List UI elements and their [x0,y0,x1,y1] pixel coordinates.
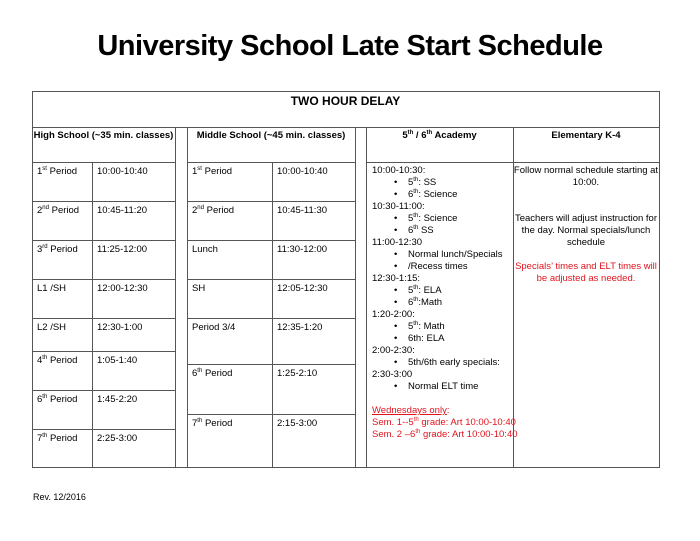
row-divider [32,429,176,430]
row-divider [32,318,176,319]
academy-schedule [372,165,518,441]
hs-row-time: 2:25-3:00 [97,433,138,444]
ms-row-time: 1:25-2:10 [277,368,318,379]
ms-row-time: 11:30-12:00 [277,244,328,255]
academy-subject: • /Recess times [394,261,518,273]
academy-subject-list [372,285,518,309]
academy-time-block: 10:30-11:00: [372,201,425,212]
ms-row-label [192,322,235,334]
period-number: 3 [37,244,43,255]
header-middle-school: Middle School (~45 min. classes) [196,130,346,141]
academy-subject: • 6th SS [394,225,518,237]
period-name: Period [202,368,233,379]
elementary-line: the day. Normal specials/lunch [521,225,651,236]
ms-row-time: 12:35-1:20 [277,322,323,333]
period-number: 2 [192,205,198,216]
academy-subject: • 5th/6th early specials: [394,357,518,369]
semester-1-note: Sem. 1--5th grade: Art 10:00-10:40 [372,416,516,428]
table-border [366,127,367,467]
academy-time-block: 2:00-2:30: [372,345,415,356]
ms-row-time: 2:15-3:00 [277,418,318,429]
ordinal-suffix: th [42,432,48,439]
header-elementary: Elementary K-4 [551,130,621,141]
ordinal-suffix: th [42,354,48,361]
ordinal-suffix: nd [197,204,204,211]
academy-subject-list [372,357,518,369]
hs-row-time: 12:30-1:00 [97,322,143,333]
ms-row-label [192,418,232,430]
ms-row-time: 10:00-10:40 [277,166,328,177]
ms-row-label [192,244,218,256]
ordinal-suffix: rd [42,243,48,250]
hs-row-time: 10:45-11:20 [97,205,148,216]
hs-row-label [37,205,79,217]
ordinal-suffix: th [197,417,203,424]
elementary-line: 10:00. [572,177,600,188]
period-number: 6 [192,368,198,379]
ordinal-suffix: nd [42,204,49,211]
period-name: L2 /SH [37,322,67,333]
row-divider [32,279,176,280]
hs-row-time: 1:05-1:40 [97,355,138,366]
period-name: Lunch [192,244,218,255]
hs-row-label [37,283,66,295]
academy-subject: • 6th: ELA [394,333,518,345]
table-border [187,127,188,467]
row-divider [187,318,356,319]
ordinal-suffix: th [197,367,203,374]
table-border [355,127,356,467]
ms-row-label [192,205,234,217]
row-divider [32,240,176,241]
academy-subject-list [372,249,518,273]
table-border [32,467,660,468]
academy-subject-list [372,381,518,393]
period-name: Period [47,244,78,255]
academy-subject: • 5th: SS [394,177,518,189]
academy-time-block: 2:30-3:00 [372,369,413,380]
header-academy: 5th / 6th Academy [402,129,477,141]
row-divider [32,390,176,391]
table-border [32,162,176,163]
hs-row-label [37,433,77,445]
period-name: Period [47,394,78,405]
elementary-line: Teachers will adjust instruction for [514,213,658,224]
period-number: 4 [37,355,43,366]
row-divider [187,240,356,241]
ordinal-suffix: st [42,165,47,172]
elementary-notes [513,165,659,285]
period-number: 1 [37,166,43,177]
period-name: Period [201,166,233,177]
elementary-line: Follow normal schedule starting at [513,165,659,176]
hs-row-label [37,244,78,256]
row-divider [32,201,176,202]
table-border [32,91,660,92]
table-border [272,162,273,467]
elementary-red-note: be adjusted as needed. [536,273,636,284]
semester-2-note: Sem. 2 –6th grade: Art 10:00-10:40 [372,428,518,440]
period-number: 7 [37,433,43,444]
table-border [659,91,660,468]
ms-row-time: 10:45-11:30 [277,205,328,216]
academy-time-block: 10:00-10:30: [372,165,426,176]
academy-time-block: 12:30-1:15: [372,273,421,284]
row-divider [187,364,356,365]
academy-subject: • 5th: ELA [394,285,518,297]
period-name: Period [202,418,233,429]
academy-subject: • 5th: Math [394,321,518,333]
hs-row-time: 10:00-10:40 [97,166,148,177]
period-name: Period [47,433,78,444]
period-number: 2 [37,205,43,216]
banner-two-hour-delay: TWO HOUR DELAY [290,94,401,108]
hs-row-label [37,166,77,178]
elementary-line: schedule [566,237,606,248]
period-name: Period 3/4 [192,322,236,333]
period-number: 7 [192,418,198,429]
header-high-school: High School (~35 min. classes) [33,130,174,141]
table-border [366,162,660,163]
ms-row-time: 12:05-12:30 [277,283,328,294]
academy-subject: • 6th:Math [394,297,518,309]
table-border [92,162,93,467]
row-divider [32,351,176,352]
hs-row-time: 11:25-12:00 [97,244,148,255]
ordinal-suffix: st [197,165,202,172]
academy-subject-list [372,321,518,345]
page-title: University School Late Start Schedule [97,30,603,62]
ordinal-suffix: th [42,393,48,400]
table-border [175,127,176,467]
academy-subject-list [372,213,518,237]
table-border [187,162,356,163]
period-name: SH [192,283,206,294]
ms-row-label [192,166,232,178]
period-number: 1 [192,166,198,177]
academy-subject: • 5th: Science [394,213,518,225]
academy-time-block: 11:00-12:30 [372,237,423,248]
academy-subject: • Normal lunch/Specials [394,249,518,261]
hs-row-label [37,322,66,334]
row-divider [187,414,356,415]
wednesday-heading: Wednesdays only: [372,405,450,416]
row-divider [187,201,356,202]
period-name: L1 /SH [37,283,67,294]
academy-subject: • 6th: Science [394,189,518,201]
period-number: 6 [37,394,43,405]
ms-row-label [192,368,232,380]
revision-footer: Rev. 12/2016 [33,492,86,502]
hs-row-label [37,355,77,367]
table-border [32,127,660,128]
academy-time-block: 1:20-2:00: [372,309,415,320]
period-name: Period [203,205,235,216]
hs-row-label [37,394,77,406]
period-name: Period [48,205,80,216]
period-name: Period [47,355,78,366]
academy-subject-list [372,177,518,201]
elementary-red-note: Specials’ times and ELT times will [515,261,657,272]
period-name: Period [46,166,78,177]
row-divider [187,279,356,280]
ms-row-label [192,283,205,295]
academy-subject: • Normal ELT time [394,381,518,393]
hs-row-time: 12:00-12:30 [97,283,148,294]
hs-row-time: 1:45-2:20 [97,394,138,405]
